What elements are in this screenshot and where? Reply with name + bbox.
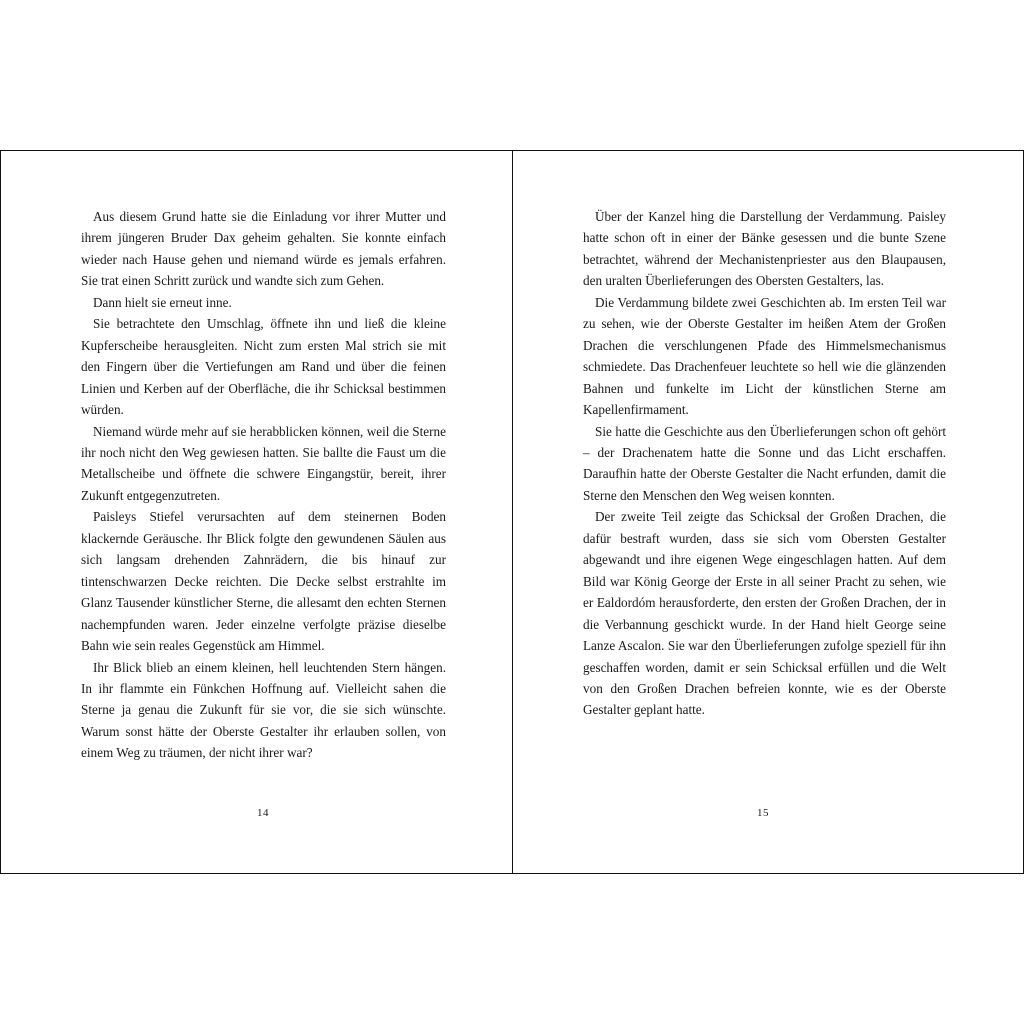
page-number-right: 15 (757, 807, 769, 819)
page-number-left: 14 (257, 807, 269, 819)
paragraph: Die Verdammung bildete zwei Geschichten ab. Im ersten Teil war zu sehen, wie der Oberste Gestalter im heißen Atem der Großen Drachen die verschlungenen Pfade des Himmelsmechanismus schmiedete. Das Drachenfeuer leuchtete so hell wie die glänzenden Bahnen und funkelte im Licht der künstlichen Sterne am Kapellenfirmament. (583, 294, 946, 418)
left-page-text (81, 206, 446, 764)
paragraph: Über der Kanzel hing die Darstellung der Verdammung. Paisley hatte schon oft in einer der Bänke gesessen und die bunte Szene betrachtet, während der Mechanistenpriester aus den Blaupausen, den uralten Überlieferungen des Obersten Gestalters, las. (583, 209, 946, 289)
right-page (513, 151, 1024, 873)
paragraph: Niemand würde mehr auf sie herabblicken können, weil die Sterne ihr noch nicht den Weg gewiesen hatten. Sie ballte die Faust um die Metallscheibe und öffnete die schwere Eingangstür, bereit, ihrer Zukunft entgegenzutreten. (81, 423, 446, 503)
left-page (0, 151, 513, 873)
paragraph: Aus diesem Grund hatte sie die Einladung vor ihrer Mutter und ihrem jüngeren Bruder Dax geheim gehalten. Sie konnte einfach wieder nach Hause gehen und niemand würde es jemals erfahren. Sie trat einen Schritt zurück und wandte sich zum Gehen. (81, 209, 446, 289)
paragraph: Sie betrachtete den Umschlag, öffnete ihn und ließ die kleine Kupferscheibe herausgleiten. Nicht zum ersten Mal strich sie mit den Fingern über die Vertiefungen am Rand und über die feinen Linien und Kerben auf der Oberfläche, die ihr Schicksal bestimmen würden. (81, 316, 446, 418)
paragraph: Der zweite Teil zeigte das Schicksal der Großen Drachen, die dafür bestraft wurden, dass sie sich vom Obersten Gestalter abgewandt und ihre eigenen Wege eingeschlagen hatten. Auf dem Bild war König George der Erste in all seiner Pracht zu sehen, wie er Ealdordóm herausforderte, den ersten der Großen Drachen, der in die Verbannung geschickt wurde. In der Hand hielt George seine Lanze Ascalon. Sie war den Überlieferungen zufolge speziell für ihn geschaffen worden, damit er sein Schicksal erfüllen und die Welt von den Großen Drachen befreien konnte, wie es der Oberste Gestalter geplant hatte. (583, 509, 946, 718)
paragraph: Paisleys Stiefel verursachten auf dem steinernen Boden klackernde Geräusche. Ihr Blick folgte den gewundenen Säulen aus sich langsam drehenden Zahnrädern, die bis hinauf zur tintenschwarzen Decke reichten. Die Decke selbst erstrahlte im Glanz Tausender künstlicher Sterne, die allesamt den echten Sternen nachempfunden waren. Jeder einzelne verfolgte präzise dieselbe Bahn wie sein reales Gegenstück am Himmel. (81, 509, 446, 654)
right-page-text (583, 206, 946, 721)
paragraph: Dann hielt sie erneut inne. (93, 294, 232, 310)
book-spread (0, 150, 1024, 874)
paragraph: Ihr Blick blieb an einem kleinen, hell leuchtenden Stern hängen. In ihr flammte ein Fünkchen Hoffnung auf. Vielleicht sahen die Sterne ja genau die Zukunft für sie vor, die sie sich wünschte. Warum sonst hätte der Oberste Gestalter ihr erlauben sollen, von einem Weg zu träumen, der nicht ihrer war? (81, 659, 446, 761)
paragraph: Sie hatte die Geschichte aus den Überlieferungen schon oft gehört – der Drachenatem hatte die Sonne und das Licht erschaffen. Daraufhin hatte der Oberste Gestalter die Nacht erfunden, damit die Sterne den Menschen den Weg weisen konnten. (583, 423, 946, 503)
